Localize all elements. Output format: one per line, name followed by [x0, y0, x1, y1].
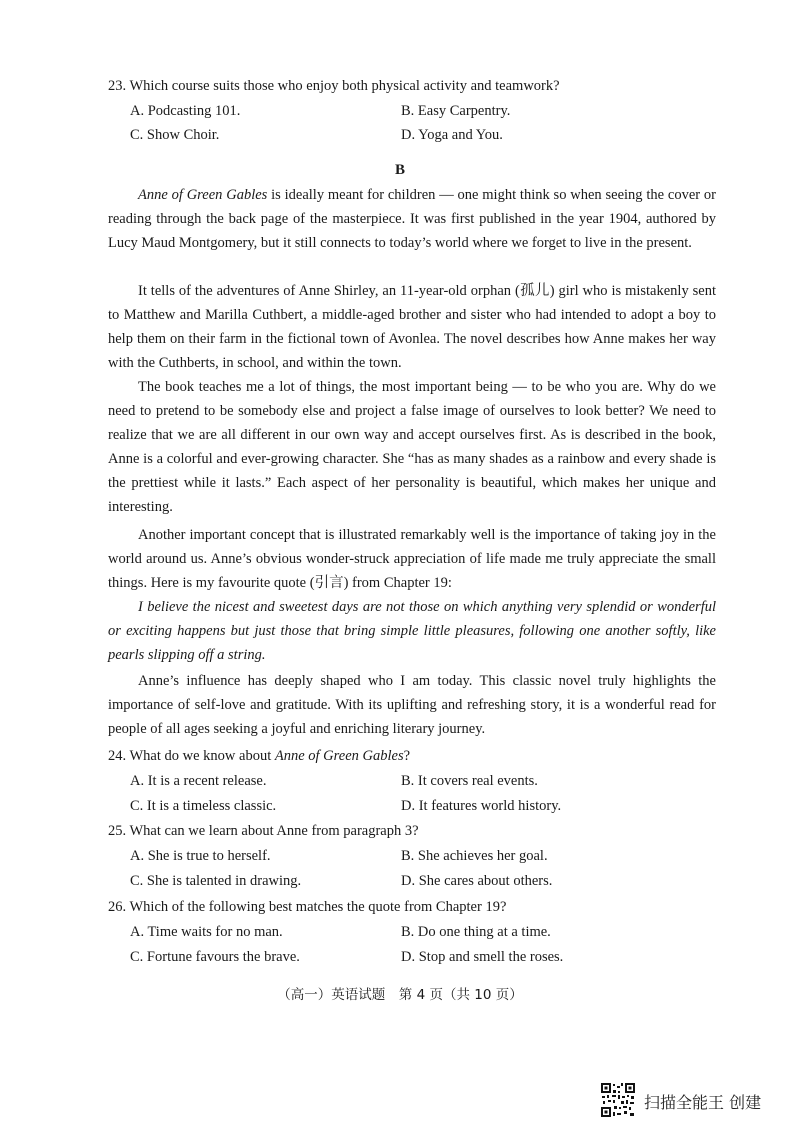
passage-paragraph-3: The book teaches me a lot of things, the most important being — to be who you are. Why do we need to pretend to be somebody else and project a false image of ourselves to look better? We need to realize that we are all different in our own way and accept ourselves first. As is described in the book, Anne is a colorful and ever-growing character. She “has as many shades as a rainbow and every shade is the prettiest while it lasts.” Each aspect of her personality is beautiful, which makes her unique and interesting.: [108, 379, 716, 515]
question-25-option-d: D. She cares about others.: [401, 873, 553, 889]
passage-paragraph-1: [108, 183, 716, 255]
scanner-label: 扫描全能王 创建: [644, 1093, 762, 1112]
question-24-option-d: D. It features world history.: [401, 798, 562, 814]
scanner-watermark: [600, 1082, 780, 1122]
book-title: Anne of Green Gables: [138, 187, 268, 203]
passage-paragraph-5: Anne’s influence has deeply shaped who I am today. This classic novel truly highlights the importance of self-love and gratitude. With its uplifting and refreshing story, it is a wonderful read for people of all ages seeking a joyful and enriching literary journey.: [108, 673, 716, 737]
question-25-option-a: A. She is true to herself.: [130, 848, 271, 864]
chapter-19-quote: I believe the nicest and sweetest days are not those on which anything very splendid or wonderful or exciting happens but just those that bring simple little pleasures, following one another softly, like pearls slipping off a string.: [108, 599, 716, 663]
question-26-option-d: D. Stop and smell the roses.: [401, 949, 564, 965]
page-footer: （高一）英语试题 第 4 页（共 10 页）: [277, 987, 523, 1003]
question-25-option-b: B. She achieves her goal.: [401, 848, 548, 864]
passage-paragraph-4: Another important concept that is illustrated remarkably well is the importance of taking joy in the world around us. Anne’s obvious wonder-struck appreciation of life made me truly appreciate the small things. Here is my favourite quote (引言) from Chapter 19:: [108, 527, 716, 591]
question-26-option-c: C. Fortune favours the brave.: [130, 949, 300, 965]
question-24-stem-prefix: 24. What do we know about: [108, 748, 275, 764]
question-24-option-a: A. It is a recent release.: [130, 773, 267, 789]
question-23-option-b: B. Easy Carpentry.: [401, 103, 511, 119]
question-23-option-c: C. Show Choir.: [130, 127, 220, 143]
paragraph-1-text: is ideally meant for children — one might think so when seeing the cover or reading through the back page of the masterpiece. It was first published in the year 1904, authored by Lucy Maud Montgomery, but it still connects to today’s world where we forget to live in the present.: [108, 187, 716, 251]
section-heading: B: [394, 162, 405, 178]
question-23-option-d: D. Yoga and You.: [401, 127, 503, 143]
question-26-option-b: B. Do one thing at a time.: [401, 924, 551, 940]
qr-code-icon: [600, 1082, 636, 1118]
question-24-option-b: B. It covers real events.: [401, 773, 538, 789]
question-23-option-a: A. Podcasting 101.: [130, 103, 241, 119]
passage-paragraph-2: It tells of the adventures of Anne Shirley, an 11-year-old orphan (孤儿) girl who is mistakenly sent to Matthew and Marilla Cuthbert, a middle-aged brother and sister who had intended to adopt a boy to help them on their farm in the fictional town of Avonlea. The novel describes how Anne makes her way with the Cuthberts, in school, and within the town.: [108, 283, 716, 371]
question-26-option-a: A. Time waits for no man.: [130, 924, 283, 940]
question-25-stem: 25. What can we learn about Anne from paragraph 3?: [108, 823, 419, 839]
question-24-book-title: Anne of Green Gables: [274, 748, 404, 764]
question-25-option-c: C. She is talented in drawing.: [130, 873, 302, 889]
question-24-stem: [108, 746, 410, 766]
question-24-option-c: C. It is a timeless classic.: [130, 798, 277, 814]
question-23-stem: 23. Which course suits those who enjoy both physical activity and teamwork?: [108, 78, 560, 94]
question-24-stem-suffix: ?: [403, 748, 411, 764]
question-26-stem: 26. Which of the following best matches the quote from Chapter 19?: [108, 899, 507, 915]
